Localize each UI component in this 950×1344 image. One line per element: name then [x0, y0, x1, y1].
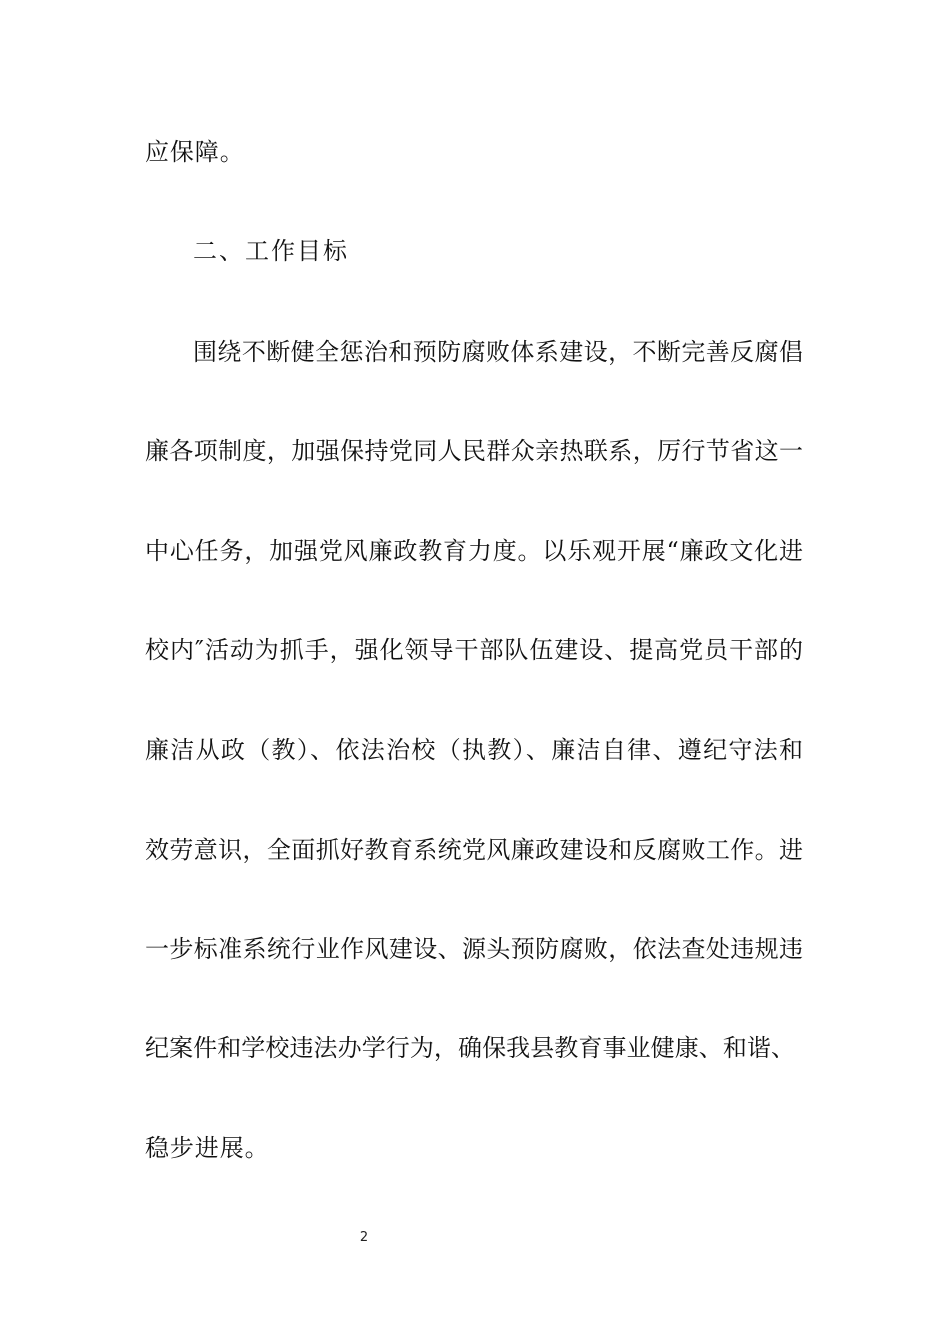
paragraph-line: 稳步进展。 — [145, 1134, 270, 1162]
paragraph-line: 中心任务，加强党风廉政教育力度。以乐观开展“廉政文化进 — [145, 537, 803, 565]
paragraph-line: 效劳意识，全面抓好教育系统党风廉政建设和反腐败工作。进 — [145, 836, 803, 864]
paragraph-line: 一步标准系统行业作风建设、源头预防腐败，依法查处违规违 — [145, 935, 803, 963]
paragraph-line: 围绕不断健全惩治和预防腐败体系建设，不断完善反腐倡 — [193, 338, 803, 366]
section-heading: 二、工作目标 — [193, 237, 349, 265]
paragraph-line: 廉洁从政（教）、依法治校（执教）、廉洁自律、遵纪守法和 — [145, 736, 803, 764]
paragraph-line: 纪案件和学校违法办学行为，确保我县教育事业健康、和谐、 — [145, 1034, 795, 1062]
continuation-text: 应保障。 — [145, 138, 245, 166]
paragraph-line: 校内″活动为抓手，强化领导干部队伍建设、提高党员干部的 — [145, 636, 803, 664]
paragraph-line: 廉各项制度，加强保持党同人民群众亲热联系，厉行节省这一 — [145, 437, 803, 465]
page-number: 2 — [359, 1230, 369, 1245]
